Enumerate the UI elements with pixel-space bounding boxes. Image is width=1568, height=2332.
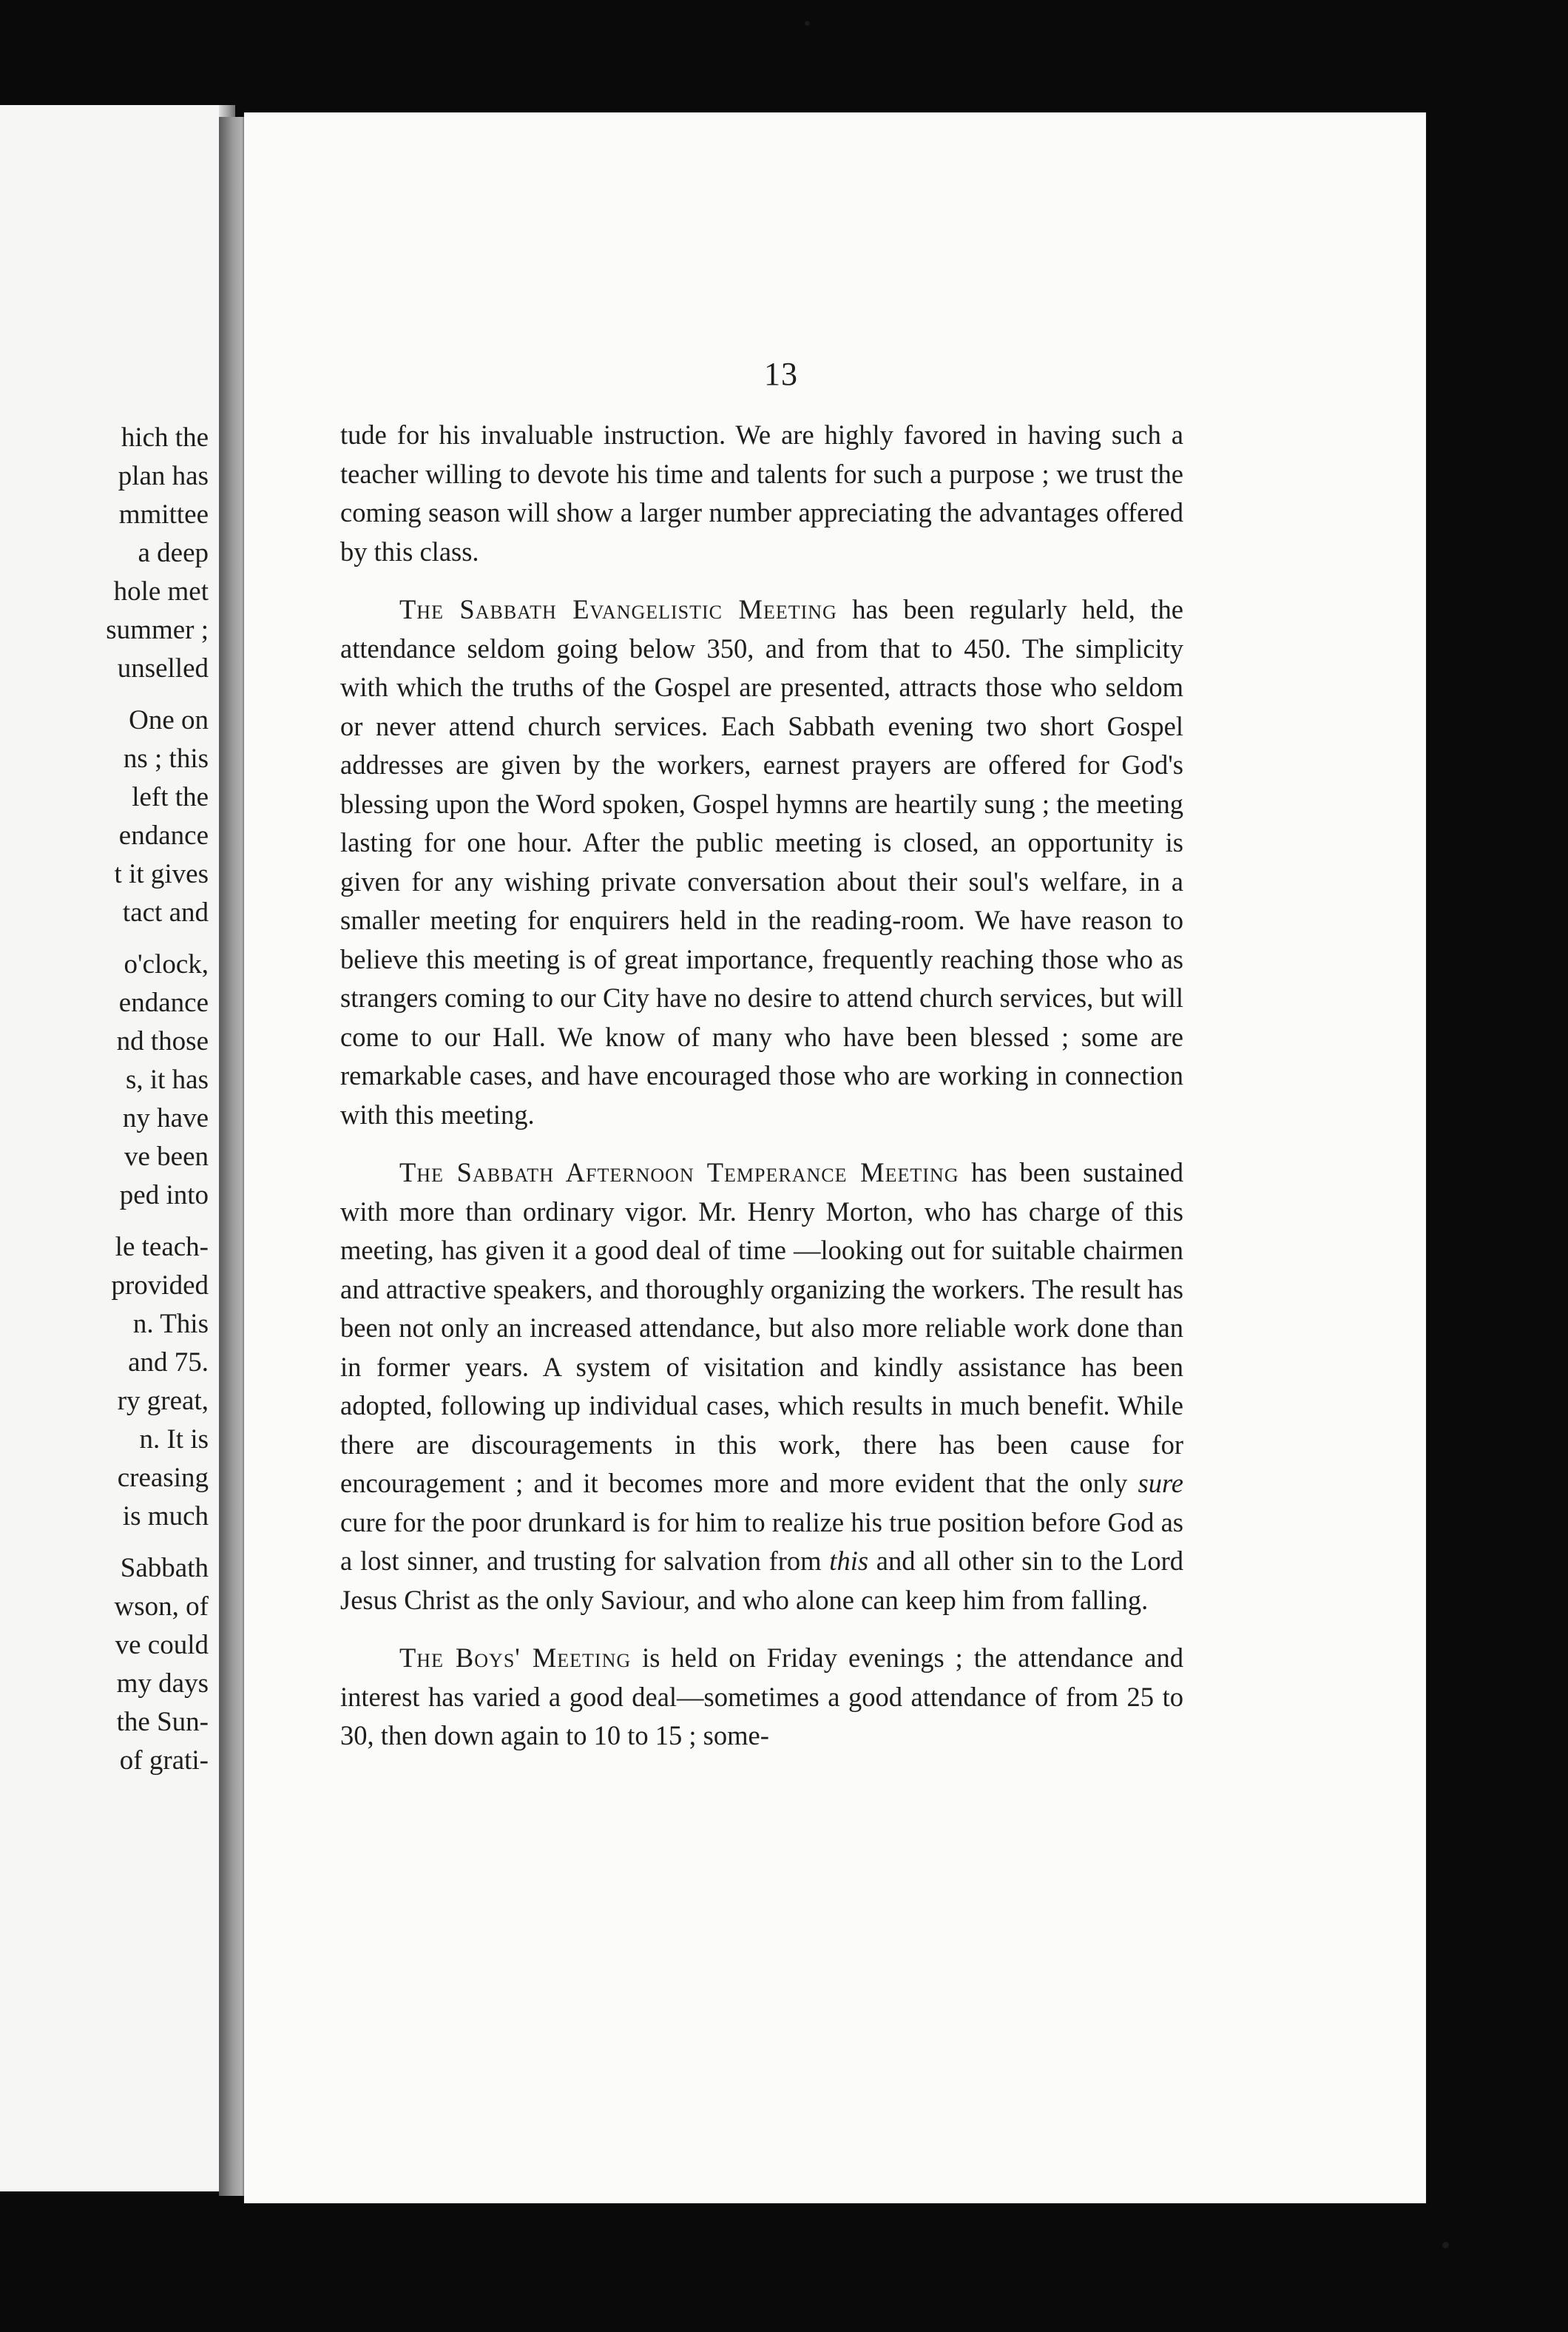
left-page-line: and 75. — [128, 1347, 209, 1378]
paragraph — [340, 590, 1183, 1134]
body-text: is held on Friday evenings ; the attendance and interest has varied a good deal—sometimes a good attendance of from 25 to 30, then down again to 10 to 15 ; some- — [340, 1642, 1184, 1750]
left-page-line: ry great, — [117, 1386, 209, 1416]
left-page-line: Sabbath — [120, 1553, 209, 1583]
left-page-line: s, it has — [125, 1065, 209, 1095]
left-page-line: a deep — [138, 538, 209, 568]
emphasized-text: this — [829, 1546, 869, 1576]
left-page-line: t it gives — [114, 859, 209, 889]
section-heading: The Sabbath Evangelistic Meeting — [399, 594, 837, 624]
left-page-line: summer ; — [106, 615, 209, 645]
left-page-line: hich the — [121, 422, 209, 453]
page-number: 13 — [764, 356, 798, 392]
paragraph — [340, 1153, 1183, 1620]
left-page-line: of grati- — [119, 1745, 209, 1776]
left-page-line: tact and — [122, 897, 209, 928]
left-page-line: le teach- — [115, 1232, 209, 1262]
left-page-line: endance — [118, 988, 209, 1018]
body-text: tude for his invaluable instruction. We are highly favored in having such a teacher willing to devote his time and talents for such a purpose ; we trust the coming season will show a larger number appreciating the advantages offered by this class. — [340, 419, 1183, 567]
left-page-line: plan has — [118, 461, 209, 491]
left-page-line: the Sun- — [116, 1707, 209, 1737]
left-page — [0, 105, 235, 2191]
body-text: and all other sin to the Lord Jesus Christ as the only Saviour, and who alone can keep him from falling. — [340, 1546, 1183, 1615]
body-text: has been sustained with more than ordinary vigor. Mr. Henry Morton, who has charge of this meeting, has given it a good deal of time —looking out for suitable chairmen and attractive speakers, and thoroughly organizing the workers. The result has been not only an increased attendance, but also more reliable work done than in former years. A system of visitation and kindly assistance has been adopted, following up individual cases, which results in much benefit. While there are discouragements in this work, there has been cause for encouragement ; and it becomes more and more evident that the only — [340, 1157, 1183, 1498]
left-page-line: is much — [122, 1501, 209, 1531]
scan-speck — [805, 21, 810, 26]
left-page-line: left the — [132, 782, 209, 812]
left-page-line: wson, of — [114, 1591, 209, 1622]
left-page-line: n. It is — [139, 1424, 209, 1455]
left-page-line: ns ; this — [123, 744, 209, 774]
emphasized-text: sure — [1138, 1468, 1183, 1498]
left-page-line: creasing — [117, 1463, 209, 1493]
left-page-line: mmittee — [118, 499, 209, 530]
left-page-line: n. This — [132, 1309, 209, 1339]
left-page-line: hole met — [113, 576, 209, 607]
paragraph — [340, 1639, 1183, 1756]
body-text: has been regularly held, the attendance seldom going below 350, and from that to 450. The simplicity with which the truths of the Gospel are presented, attracts those who seldom or never attend church services. Each Sabbath evening two short Gospel addresses are given by the workers, earnest prayers are offered for God's blessing upon the Word spoken, Gospel hymns are heartily sung ; the meeting lasting for one hour. After the public meeting is closed, an opportunity is given for any wishing private conversation about their soul's welfare, in a smaller meeting for enquirers held in the reading-room. We have reason to believe this meeting is of great importance, frequently reaching those who as strangers coming to our City have no desire to attend church services, but will come to our Hall. We know of many who have been blessed ; some are remarkable cases, and have encouraged those who are working in connection with this meeting. — [340, 594, 1183, 1130]
left-page-line: ve could — [115, 1630, 209, 1660]
left-page-line: provided — [111, 1270, 209, 1301]
left-page-line: ny have — [122, 1103, 209, 1133]
section-heading: The Sabbath Afternoon Temperance Meeting — [399, 1157, 959, 1187]
left-page-line: ped into — [119, 1180, 209, 1210]
left-page-line: unselled — [117, 653, 209, 684]
left-page-line: o'clock, — [124, 949, 209, 980]
paragraph — [340, 416, 1183, 571]
left-page-line: ve been — [124, 1142, 209, 1172]
left-page-line: nd those — [116, 1026, 209, 1057]
body-text: cure for the poor drunkard is for him to realize his true position before God as a lost sinner, and trusting for salvation from — [340, 1506, 1183, 1576]
left-page-line: One on — [129, 705, 209, 735]
left-page-line: my days — [116, 1668, 209, 1699]
scan-speck — [1442, 2242, 1449, 2248]
section-heading: The Boys' Meeting — [399, 1642, 632, 1673]
page-body — [340, 416, 1183, 1775]
left-page-line: endance — [118, 820, 209, 851]
